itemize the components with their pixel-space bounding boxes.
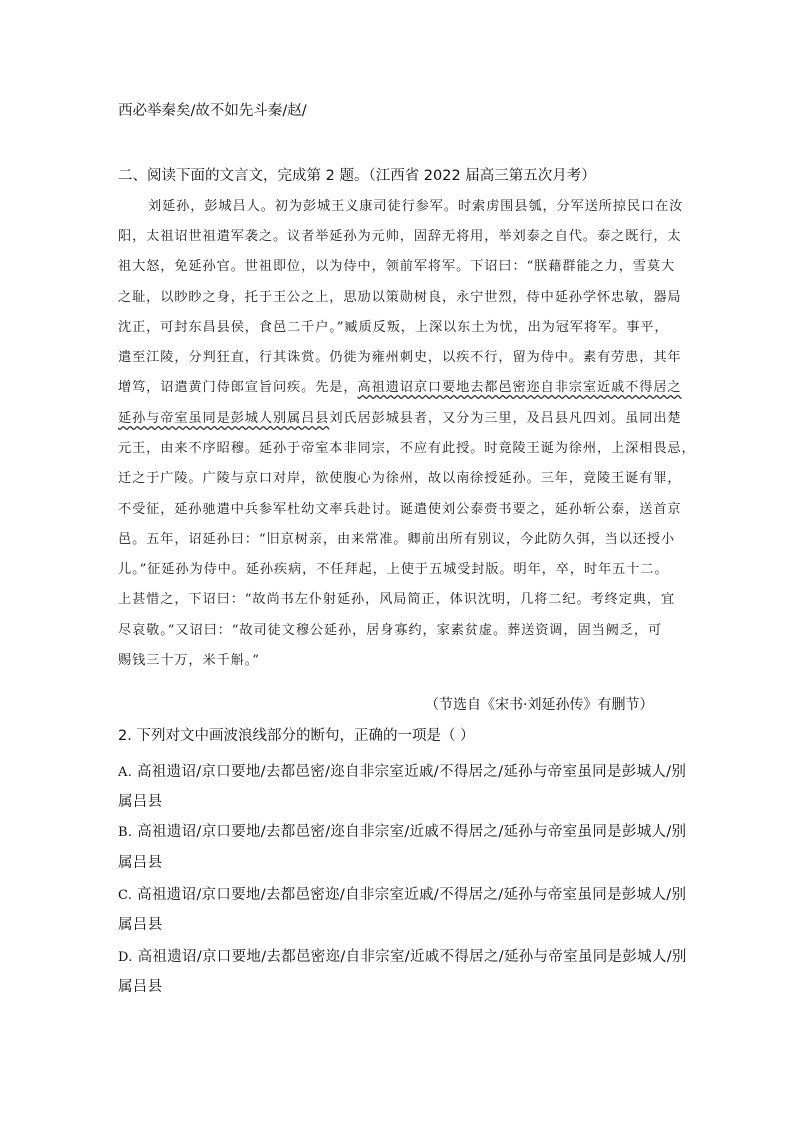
option-label: B. (118, 825, 133, 840)
passage-line: 遣至江陵，分判狂直，行其诛赏。仍徙为雍州刺史，以疾不行，留为侍中。素有劳患，其年 (118, 350, 682, 365)
section-heading: 二、阅读下面的文言文，完成第 2 题。（江西省 2022 届高三第五次月考） (118, 168, 596, 184)
wavy-underlined-text: 延孙与帝室虽同是彭城人别属吕县 (118, 411, 330, 426)
previous-answer-line: 西必举秦矣/故不如先斗秦/赵/ (118, 103, 307, 119)
option-text: 高祖遗诏/京口要地/去都邑密/迩自非宗室/近戚不得居之/延孙与帝室虽同是彭城人/别 (137, 824, 687, 840)
passage-line: 不受征，延孙驰遣中兵参军杜幼文率兵赴讨。诞遣使刘公泰赍书要之，延孙斩公泰，送首京 (118, 502, 682, 517)
passage-line: 阳，太祖诏世祖遣军袭之。议者举延孙为元帅，固辞无将用，举刘泰之自代。泰之既行，太 (118, 229, 682, 244)
passage-line: 刘延孙，彭城吕人。初为彭城王义康司徒行参军。时索虏围县瓠，分军送所掠民口在汝 (148, 199, 684, 214)
passage-text: 增笃，诏遣黄门侍郎宣旨问疾。先是， (118, 380, 358, 395)
passage-line: 赐钱三十万，米千斛。” (118, 653, 260, 668)
passage-line: 邑。五年，诏延孙曰：“旧京树亲，由来常准。卿前出所有别议，今此防久弭，当以还授小 (118, 532, 676, 547)
option-c (118, 883, 686, 904)
passage-line: 元王，由来不序昭穆。延孙于帝室本非同宗，不应有此授。时竟陵王诞为徐州，上深相畏忌， (118, 441, 696, 456)
option-label: D. (118, 950, 133, 965)
option-text: 高祖遗诏/京口要地/去都邑密迩/自非宗室近戚/不得居之/延孙与帝室虽同是彭城人/别 (137, 887, 687, 903)
passage-line: 祖大怒，免延孙官。世祖即位，以为侍中，领前军将军。下诏曰：“朕藉群能之力，雪莫大 (118, 259, 676, 274)
passage-line (118, 378, 682, 398)
wavy-underlined-text: 高祖遗诏京口要地去都邑密迩自非宗室近戚不得居之 (357, 380, 682, 395)
option-a-continued: 属吕县 (118, 794, 163, 810)
option-text: 高祖遗诏/京口要地/去都邑密/迩自非宗室近戚/不得居之/延孙与帝室虽同是彭城人/别 (137, 764, 687, 780)
option-d (118, 945, 687, 966)
passage-line: 迁之于广陵。广陵与京口对岸，欲使腹心为徐州，故以南徐授延孙。三年，竟陵王诞有罪， (118, 471, 682, 486)
question-text: 2. 下列对文中画波浪线部分的断句，正确的一项是（ ） (118, 728, 475, 744)
passage-line: 上甚惜之，下诏曰：“故尚书左仆射延孙，风局简正，体识沈明，几将二纪。考终定典，宜 (118, 592, 676, 607)
option-d-continued: 属吕县 (118, 979, 163, 995)
passage-line: 尽哀敬。”又诏曰：“故司徒文穆公延孙，居身寡约，家素贫虚。葬送资调，固当阙乏，可 (118, 623, 663, 638)
option-b (118, 820, 686, 841)
option-label: A. (118, 765, 133, 780)
option-label: C. (118, 888, 133, 903)
passage-line (118, 409, 682, 429)
option-a (118, 760, 686, 781)
option-c-continued: 属吕县 (118, 917, 163, 933)
passage-line: 之耻，以眇眇之身，托于王公之上，思劢以策勋树良，永宁世烈，侍中延孙学怀忠敏，器局 (118, 290, 682, 305)
option-text: 高祖遗诏/京口要地/去都邑密迩/自非宗室/近戚不得居之/延孙与帝室虽同是彭城人/别 (137, 949, 687, 965)
passage-line: 儿。”征延孙为侍中。延孙疾病，不任拜起，上使于五城受封版。明年，卒，时年五十二。 (118, 562, 669, 577)
passage-line: 沈正，可封东昌县侯，食邑二千户。”臧质反叛，上深以东土为忧，出为冠军将军。事平， (118, 320, 669, 335)
source-note: （节选自《宋书·刘延孙传》有删节） (425, 697, 654, 713)
passage-text: 刘氏居彭城县者，又分为三里，及吕县凡四刘。虽同出楚 (329, 411, 682, 426)
option-b-continued: 属吕县 (118, 855, 163, 871)
